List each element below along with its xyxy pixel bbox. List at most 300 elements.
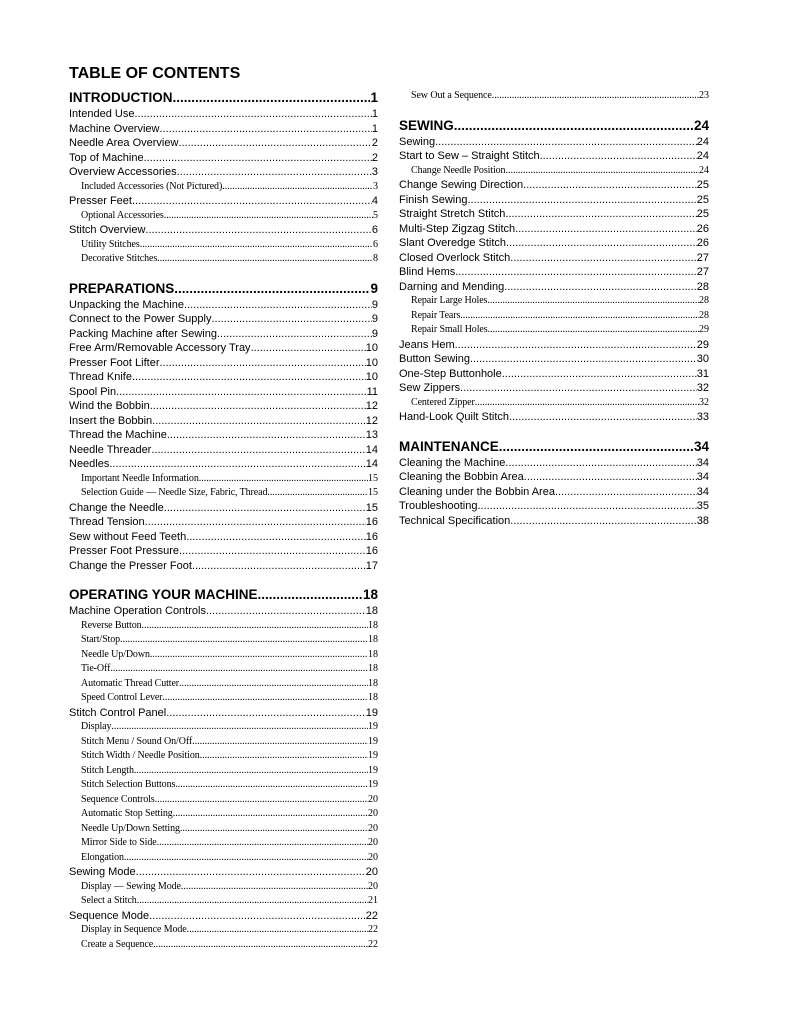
toc-entry-label: Troubleshooting (399, 500, 478, 512)
toc-entry-change-sewing-direction[interactable] (399, 178, 709, 193)
toc-entry-sequence-mode[interactable] (69, 909, 378, 924)
toc-entry-label: Stitch Menu / Sound On/Off (81, 735, 193, 747)
toc-page-number: 28 (699, 309, 709, 321)
toc-entry-stitch-control-panel[interactable] (69, 706, 378, 721)
toc-subentry-automatic-thread-cutter[interactable] (69, 677, 378, 692)
toc-page-number: 34 (693, 438, 709, 454)
toc-entry-label: Darning and Mending (399, 280, 505, 293)
dot-leader (199, 472, 368, 487)
toc-entry-label: Needle Threader (69, 443, 152, 456)
toc-subentry-centered-zipper[interactable] (399, 396, 709, 411)
toc-page-number: 33 (696, 411, 709, 423)
dot-leader (137, 894, 368, 909)
toc-entry-label: Cleaning the Bobbin Area (399, 471, 524, 483)
toc-subentry-included-accessories-not-pictured[interactable] (69, 180, 378, 195)
toc-page-number: 9 (370, 280, 378, 296)
dot-leader (555, 485, 697, 500)
dot-leader (192, 559, 366, 574)
toc-entry-label: Display (81, 721, 112, 732)
toc-entry-label: Display — Sewing Mode (81, 880, 181, 892)
toc-entry-intended-use[interactable] (69, 107, 378, 122)
toc-page-number: 34 (696, 485, 709, 498)
toc-subentry-create-a-sequence[interactable] (69, 938, 378, 953)
toc-entry-label: OPERATING YOUR MACHINE (69, 587, 258, 602)
toc-entry-wind-the-bobbin[interactable] (69, 399, 378, 414)
dot-leader (181, 880, 368, 895)
toc-subentry-tie-off[interactable] (69, 662, 378, 677)
toc-subentry-important-needle-information[interactable] (69, 472, 378, 487)
toc-page-number: 20 (368, 880, 378, 892)
toc-left-column (69, 89, 378, 952)
toc-entry-label: Wind the Bobbin (69, 400, 150, 412)
toc-entry-thread-knife[interactable] (69, 370, 378, 385)
dot-leader (510, 514, 696, 529)
toc-entry-closed-overlock-stitch[interactable] (399, 251, 709, 266)
dot-leader (177, 165, 372, 180)
toc-entry-cleaning-the-bobbin-area[interactable] (399, 470, 709, 485)
toc-entry-label: Top of Machine (69, 151, 144, 164)
toc-page-number: 38 (696, 514, 709, 527)
toc-entry-presser-foot-lifter[interactable] (69, 356, 378, 371)
toc-subentry-stitch-menu-sound-on-off[interactable] (69, 735, 378, 750)
toc-entry-label: Utility Stitches (81, 238, 140, 250)
toc-page-number: 24 (696, 150, 709, 162)
dot-leader (477, 499, 696, 514)
toc-entry-label: Needle Up/Down Setting (81, 822, 180, 834)
dot-leader (524, 470, 697, 485)
dot-leader (487, 294, 699, 309)
dot-leader (251, 341, 366, 356)
dot-leader (132, 194, 372, 209)
toc-subentry-stitch-width-needle-position[interactable] (69, 749, 378, 764)
toc-entry-label: Presser Feet (69, 195, 132, 207)
toc-page-number: 32 (696, 382, 709, 394)
toc-subentry-needle-up-down[interactable] (69, 648, 378, 663)
dot-leader (504, 280, 697, 295)
dot-leader (155, 793, 368, 808)
toc-subentry-needle-up-down-setting[interactable] (69, 822, 378, 837)
toc-page-number: 20 (368, 851, 378, 863)
toc-entry-label: Connect to the Power Supply (69, 313, 212, 325)
dot-leader (152, 414, 366, 429)
toc-entry-label: Closed Overlock Stitch (399, 251, 511, 264)
toc-subentry-utility-stitches[interactable] (69, 238, 378, 253)
toc-entry-label: Automatic Thread Cutter (81, 677, 180, 689)
toc-entry-label: Sew Zippers (399, 382, 461, 394)
toc-entry-label: Thread Knife (69, 371, 132, 383)
dot-leader (492, 89, 699, 104)
toc-entry-finish-sewing[interactable] (399, 193, 709, 208)
toc-entry-label: Mirror Side to Side (81, 837, 157, 848)
dot-leader (523, 178, 697, 193)
toc-entry-label: Sewing (399, 135, 436, 148)
dot-leader (454, 117, 694, 135)
toc-entry-label: Multi-Step Zigzag Stitch (399, 222, 516, 235)
toc-entry-start-to-sew-straight-stitch[interactable] (399, 149, 709, 164)
toc-entry-label: Insert the Bobbin (69, 414, 153, 427)
toc-entry-label: Sequence Mode (69, 909, 150, 922)
dot-leader (192, 735, 368, 750)
toc-entry-jeans-hem[interactable] (399, 338, 709, 353)
toc-entry-multi-step-zigzag-stitch[interactable] (399, 222, 709, 237)
toc-page-number: 1 (370, 90, 378, 105)
toc-entry-label: Slant Overedge Stitch (399, 237, 507, 249)
toc-entry-label: Repair Large Holes (411, 295, 488, 306)
toc-entry-thread-the-machine[interactable] (69, 428, 378, 443)
toc-page-number: 15 (365, 501, 378, 514)
toc-page-number: 3 (371, 166, 378, 178)
toc-subentry-stitch-length[interactable] (69, 764, 378, 779)
toc-entry-unpacking-the-machine[interactable] (69, 298, 378, 313)
toc-entry-packing-machine-after-sewing[interactable] (69, 327, 378, 342)
dot-leader (145, 223, 371, 238)
toc-page-number: 8 (373, 253, 378, 264)
toc-entry-label: Stitch Control Panel (69, 706, 167, 719)
toc-entry-needle-area-overview[interactable] (69, 136, 378, 151)
toc-entry-label: Thread the Machine (69, 429, 167, 441)
section-spacer (399, 104, 709, 117)
toc-page-number: 6 (373, 238, 378, 250)
toc-entry-label: Needle Up/Down (81, 648, 150, 660)
toc-page-number: 16 (365, 516, 378, 528)
toc-page-number: 20 (368, 793, 378, 805)
toc-entry-label: Sequence Controls (81, 793, 155, 805)
toc-entry-sewing-mode[interactable] (69, 865, 378, 880)
toc-page-number: 20 (368, 808, 378, 819)
toc-page-number: 18 (368, 663, 378, 674)
toc-page-number: 14 (365, 443, 378, 456)
toc-page-number: 29 (696, 338, 709, 351)
toc-page-number: 22 (368, 938, 378, 950)
toc-entry-technical-specification[interactable] (399, 514, 709, 529)
dot-leader (509, 410, 697, 425)
toc-entry-label: Machine Operation Controls (69, 605, 206, 617)
toc-subentry-display[interactable] (69, 720, 378, 735)
toc-page-number: 28 (699, 295, 709, 306)
toc-entry-label: Hand-Look Quilt Stitch (399, 411, 510, 423)
toc-subentry-stitch-selection-buttons[interactable] (69, 778, 378, 793)
dot-leader (186, 530, 366, 545)
dot-leader (455, 338, 697, 353)
toc-entry-label: Presser Foot Pressure (69, 545, 180, 557)
toc-page-number: 35 (696, 500, 709, 512)
toc-section-heading-operating-your-machine[interactable] (69, 586, 378, 604)
toc-subentry-repair-small-holes[interactable] (399, 323, 709, 338)
toc-entry-thread-tension[interactable] (69, 515, 378, 530)
toc-page-number: 6 (371, 224, 378, 236)
toc-entry-stitch-overview[interactable] (69, 223, 378, 238)
toc-subentry-reverse-button[interactable] (69, 619, 378, 634)
toc-entry-label: Centered Zipper (411, 396, 475, 408)
dot-leader (173, 89, 371, 107)
toc-entry-label: Speed Control Lever (81, 692, 163, 703)
toc-entry-label: Technical Specification (399, 514, 511, 527)
toc-section-heading-maintenance[interactable] (399, 438, 709, 456)
dot-leader (132, 370, 366, 385)
toc-subentry-change-needle-position[interactable] (399, 164, 709, 179)
dot-leader (164, 501, 366, 516)
dot-leader (166, 706, 366, 721)
toc-page-number: 25 (696, 193, 709, 206)
toc-page-number: 1 (371, 122, 378, 135)
toc-page-number: 27 (696, 266, 709, 278)
toc-page-number: 12 (365, 400, 378, 412)
toc-page-number: 12 (365, 414, 378, 427)
toc-page-number: 34 (696, 456, 709, 469)
toc-entry-label: Finish Sewing (399, 193, 468, 206)
toc-entry-label: Select a Stitch (81, 895, 137, 906)
dot-leader (206, 604, 366, 619)
toc-entry-label: Optional Accessories (81, 209, 164, 221)
toc-subentry-automatic-stop-setting[interactable] (69, 807, 378, 822)
toc-subentry-speed-control-lever[interactable] (69, 691, 378, 706)
dot-leader (142, 619, 368, 634)
dot-leader (505, 164, 699, 179)
dot-leader (150, 399, 366, 414)
section-spacer (399, 425, 709, 438)
toc-subentry-select-a-stitch[interactable] (69, 894, 378, 909)
toc-page-number: 26 (696, 222, 709, 235)
toc-section-heading-introduction[interactable] (69, 89, 378, 107)
dot-leader (116, 385, 366, 400)
toc-page-number: 19 (368, 721, 378, 732)
toc-section-heading-sewing[interactable] (399, 117, 709, 135)
toc-entry-top-of-machine[interactable] (69, 151, 378, 166)
toc-entry-needle-threader[interactable] (69, 443, 378, 458)
toc-subentry-decorative-stitches[interactable] (69, 252, 378, 267)
dot-leader (179, 677, 368, 692)
dot-leader (173, 807, 368, 822)
toc-page-number: 20 (368, 837, 378, 848)
toc-entry-label: Reverse Button (81, 619, 142, 631)
dot-leader (460, 309, 699, 324)
toc-entry-label: Display in Sequence Mode (81, 924, 187, 935)
toc-entry-label: Intended Use (69, 108, 135, 120)
toc-entry-change-the-presser-foot[interactable] (69, 559, 378, 574)
dot-leader (179, 544, 366, 559)
toc-page-number: 19 (368, 764, 378, 776)
toc-entry-presser-feet[interactable] (69, 194, 378, 209)
toc-entry-troubleshooting[interactable] (399, 499, 709, 514)
toc-entry-machine-operation-controls[interactable] (69, 604, 378, 619)
toc-subentry-sequence-controls[interactable] (69, 793, 378, 808)
toc-entry-connect-to-the-power-supply[interactable] (69, 312, 378, 327)
dot-leader (140, 238, 373, 253)
toc-entry-label: Button Sewing (399, 353, 470, 365)
toc-entry-label: Unpacking the Machine (69, 298, 184, 311)
toc-entry-one-step-buttonhole[interactable] (399, 367, 709, 382)
toc-page-number: 32 (699, 396, 709, 408)
toc-page-number: 9 (371, 298, 378, 311)
dot-leader (153, 938, 368, 953)
dot-leader (180, 822, 368, 837)
section-spacer (69, 573, 378, 586)
toc-subentry-start-stop[interactable] (69, 633, 378, 648)
dot-leader (164, 209, 373, 224)
dot-leader (211, 312, 371, 327)
toc-entry-sew-zippers[interactable] (399, 381, 709, 396)
toc-subentry-display-in-sequence-mode[interactable] (69, 923, 378, 938)
toc-subentry-repair-tears[interactable] (399, 309, 709, 324)
toc-subentry-elongation[interactable] (69, 851, 378, 866)
dot-leader (157, 836, 368, 851)
dot-leader (149, 909, 366, 924)
toc-page-number: 9 (371, 327, 378, 340)
toc-entry-label: Stitch Length (81, 764, 134, 776)
toc-entry-label: Start to Sew – Straight Stitch (399, 150, 540, 162)
dot-leader (505, 456, 696, 471)
dot-leader (110, 662, 368, 677)
dot-leader (510, 251, 696, 266)
dot-leader (134, 764, 368, 779)
toc-entry-label: Stitch Selection Buttons (81, 779, 176, 790)
toc-page-number: 18 (362, 587, 378, 602)
toc-entry-label: Elongation (81, 851, 124, 863)
toc-page-number: 24 (699, 164, 709, 176)
toc-entry-label: Selection Guide — Needle Size, Fabric, Thread (81, 487, 268, 498)
toc-page-number: 30 (696, 353, 709, 365)
toc-entry-label: Repair Tears (411, 309, 461, 321)
toc-page-number: 16 (365, 530, 378, 543)
toc-entry-free-arm-removable-accessory-tray[interactable] (69, 341, 378, 356)
toc-entry-label: Jeans Hem (399, 338, 455, 351)
dot-leader (455, 265, 697, 280)
toc-entry-label: Change Sewing Direction (399, 179, 524, 191)
toc-entry-blind-hems[interactable] (399, 265, 709, 280)
toc-entry-label: Sewing Mode (69, 866, 136, 878)
toc-page-number: 25 (696, 179, 709, 191)
toc-page-number: 11 (366, 385, 378, 398)
dot-leader (111, 720, 368, 735)
toc-page-number: 24 (696, 135, 709, 148)
toc-subentry-repair-large-holes[interactable] (399, 294, 709, 309)
dot-leader (470, 352, 697, 367)
toc-entry-label: Overview Accessories (69, 166, 177, 178)
dot-leader (144, 151, 372, 166)
toc-page-number: 19 (368, 750, 378, 761)
toc-entry-label: Machine Overview (69, 122, 160, 135)
toc-page-number: 1 (371, 108, 378, 120)
dot-leader (157, 252, 373, 267)
dot-leader (499, 438, 694, 456)
toc-entry-button-sewing[interactable] (399, 352, 709, 367)
dot-leader (162, 691, 368, 706)
toc-entry-label: Change the Presser Foot (69, 559, 192, 572)
toc-entry-label: Needles (69, 458, 110, 470)
toc-entry-presser-foot-pressure[interactable] (69, 544, 378, 559)
toc-page-number: 21 (368, 895, 378, 906)
toc-right-column (399, 89, 709, 528)
toc-entry-label: Decorative Stitches (81, 253, 158, 264)
toc-entry-label: Repair Small Holes (411, 324, 488, 335)
dot-leader (136, 865, 366, 880)
toc-entry-cleaning-under-the-bobbin-area[interactable] (399, 485, 709, 500)
toc-subentry-selection-guide-needle-size-fabric-thread[interactable] (69, 486, 378, 501)
dot-leader (167, 428, 366, 443)
toc-entry-darning-and-mending[interactable] (399, 280, 709, 295)
toc-page-number: 22 (365, 909, 378, 922)
dot-leader (178, 136, 371, 151)
toc-page-number: 17 (365, 559, 378, 572)
toc-entry-insert-the-bobbin[interactable] (69, 414, 378, 429)
toc-page-number: 18 (368, 677, 378, 689)
toc-entry-label: Spool Pin (69, 385, 117, 398)
toc-entry-label: Free Arm/Removable Accessory Tray (69, 342, 251, 354)
toc-entry-hand-look-quilt-stitch[interactable] (399, 410, 709, 425)
toc-subentry-mirror-side-to-side[interactable] (69, 836, 378, 851)
dot-leader (217, 327, 372, 342)
toc-page-number: 2 (371, 137, 378, 149)
toc-page-number: 20 (368, 822, 378, 834)
dot-leader (222, 180, 373, 195)
toc-page-number: 18 (368, 692, 378, 703)
toc-entry-label: Included Accessories (Not Pictured) (81, 180, 223, 192)
toc-page-number: 25 (696, 208, 709, 220)
toc-page-number: 34 (696, 471, 709, 483)
dot-leader (109, 457, 365, 472)
toc-page-number: 15 (368, 472, 378, 484)
toc-entry-sewing[interactable] (399, 135, 709, 150)
toc-page-number: 27 (696, 251, 709, 264)
toc-page-number: 14 (365, 458, 378, 470)
toc-entry-label: Packing Machine after Sewing (69, 327, 217, 340)
toc-entry-label: Important Needle Information (81, 472, 199, 484)
toc-entry-label: Stitch Overview (69, 224, 146, 236)
toc-entry-label: Automatic Stop Setting (81, 808, 173, 819)
dot-leader (120, 633, 368, 648)
toc-entry-label: Presser Foot Lifter (69, 356, 160, 369)
toc-entry-machine-overview[interactable] (69, 122, 378, 137)
dot-leader (505, 207, 696, 222)
dot-leader (184, 298, 372, 313)
dot-leader (267, 486, 368, 501)
toc-subentry-display-sewing-mode[interactable] (69, 880, 378, 895)
toc-entry-spool-pin[interactable] (69, 385, 378, 400)
toc-page-number: 2 (371, 151, 378, 164)
toc-subentry-optional-accessories[interactable] (69, 209, 378, 224)
toc-page-number: 18 (368, 619, 378, 631)
toc-subentry-sew-out-a-sequence[interactable] (399, 89, 709, 104)
dot-leader (467, 193, 696, 208)
toc-page-number: 18 (368, 634, 378, 645)
toc-page-number: 10 (365, 371, 378, 383)
toc-entry-straight-stretch-stitch[interactable] (399, 207, 709, 222)
toc-entry-label: Create a Sequence (81, 938, 154, 950)
dot-leader (151, 443, 365, 458)
toc-entry-slant-overedge-stitch[interactable] (399, 236, 709, 251)
dot-leader (515, 222, 697, 237)
dot-leader (174, 280, 370, 298)
toc-entry-change-the-needle[interactable] (69, 501, 378, 516)
toc-page-number: 13 (365, 429, 378, 441)
toc-entry-label: Sew without Feed Teeth (69, 530, 187, 543)
toc-entry-sew-without-feed-teeth[interactable] (69, 530, 378, 545)
toc-page-number: 15 (368, 487, 378, 498)
toc-page-number: 16 (365, 545, 378, 557)
dot-leader (159, 122, 371, 137)
dot-leader (200, 749, 368, 764)
toc-entry-overview-accessories[interactable] (69, 165, 378, 180)
toc-entry-label: Tie-Off (81, 663, 111, 674)
toc-page-number: 4 (371, 195, 378, 207)
toc-page-number: 31 (696, 367, 709, 380)
toc-entry-label: Change the Needle (69, 501, 164, 514)
toc-entry-needles[interactable] (69, 457, 378, 472)
toc-entry-label: Needle Area Overview (69, 137, 179, 149)
toc-section-heading-preparations[interactable] (69, 280, 378, 298)
dot-leader (187, 923, 368, 938)
toc-entry-cleaning-the-machine[interactable] (399, 456, 709, 471)
